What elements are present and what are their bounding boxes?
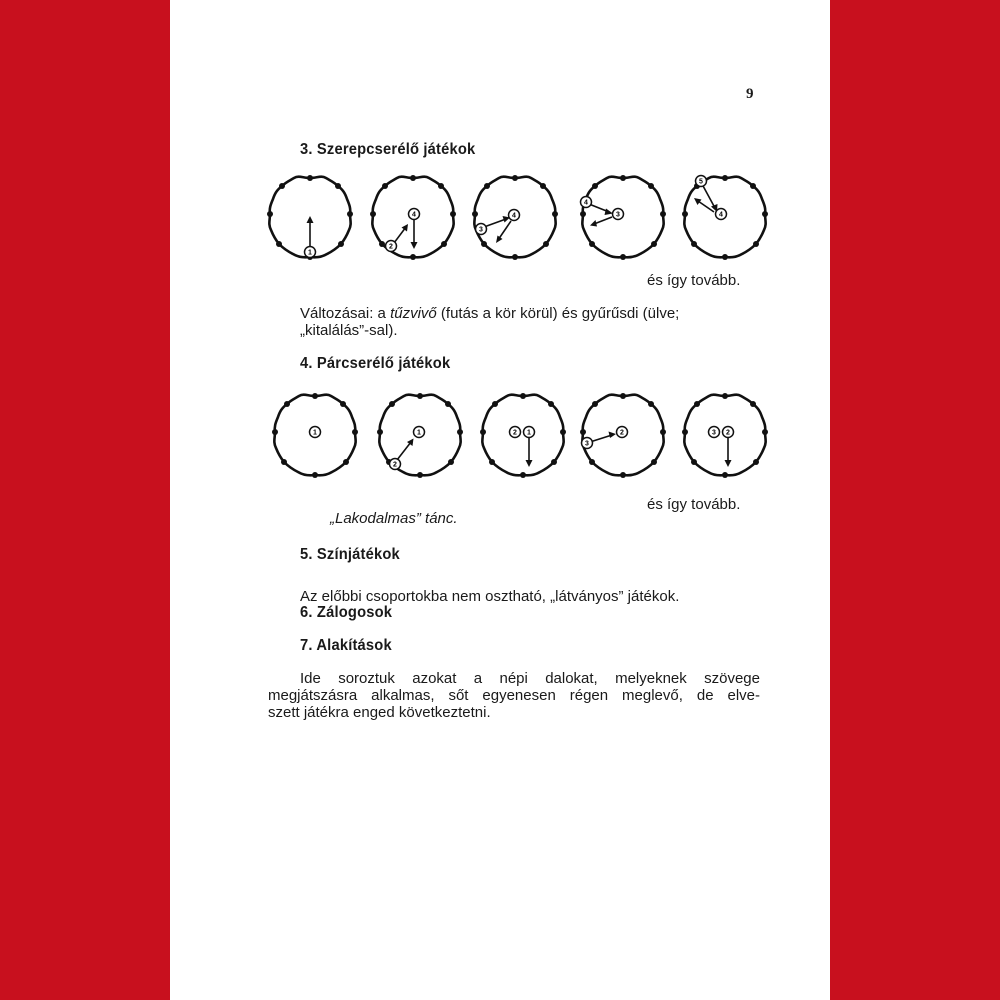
variations-line2: „kitalálás”-sal). <box>300 322 398 339</box>
caption-title: „Lakodalmas” <box>330 510 421 527</box>
section-5-text: Az előbbi csoportokba nem osztható, „látványos” játékok. <box>300 588 680 605</box>
marker <box>723 427 734 438</box>
marker-label: 1 <box>417 429 421 437</box>
section-5-heading: 5. Színjátékok <box>300 546 400 563</box>
marker-label: 4 <box>584 199 588 207</box>
variations-suffix: (futás a kör körül) és gyűrűsdi (ülve; <box>436 305 680 322</box>
marker-label: 3 <box>616 211 620 219</box>
marker-label: 2 <box>393 461 397 469</box>
book-page <box>170 0 830 1000</box>
marker <box>581 197 592 208</box>
marker <box>409 209 420 220</box>
caption-rest: tánc. <box>420 510 458 527</box>
marker-label: 3 <box>585 440 589 448</box>
marker <box>414 427 425 438</box>
marker-label: 3 <box>479 226 483 234</box>
section-4-note: és így tovább. <box>647 496 741 513</box>
marker <box>617 427 628 438</box>
circle-diagram-3-2 <box>368 172 458 262</box>
section-3-variations <box>300 305 770 339</box>
section-4-caption <box>330 510 458 527</box>
circle-diagram-4-3 <box>478 390 568 480</box>
marker <box>386 241 397 252</box>
marker <box>716 209 727 220</box>
marker-label: 2 <box>726 429 730 437</box>
marker <box>509 210 520 221</box>
section-7-text <box>268 670 760 721</box>
marker-label: 1 <box>308 249 312 257</box>
marker-label: 1 <box>527 429 531 437</box>
marker-label: 5 <box>699 178 703 186</box>
circle-diagram-3-1 <box>265 172 355 262</box>
circle-diagram-4-5 <box>680 390 770 480</box>
circle-diagram-3-5 <box>680 172 770 262</box>
marker-label: 4 <box>412 211 416 219</box>
section-4-heading: 4. Párcserélő játékok <box>300 355 451 372</box>
marker <box>510 427 521 438</box>
section-3-note: és így tovább. <box>647 272 741 289</box>
marker <box>524 427 535 438</box>
marker-label: 2 <box>620 429 624 437</box>
marker-label: 1 <box>313 429 317 437</box>
variations-italic: tűzvivő <box>390 305 437 322</box>
marker-label: 2 <box>513 429 517 437</box>
marker <box>476 224 487 235</box>
section-7-line1: Ide soroztuk azokat a népi dalokat, melyeknek szövege <box>300 670 760 687</box>
marker <box>613 209 624 220</box>
marker-label: 4 <box>719 211 723 219</box>
circle-diagram-4-2 <box>375 390 465 480</box>
marker-label: 2 <box>389 243 393 251</box>
variations-prefix: Változásai: a <box>300 305 391 322</box>
marker <box>390 459 401 470</box>
section-7-line3: szett játékra enged következtetni. <box>268 704 491 721</box>
circle-diagram-4-1 <box>270 390 360 480</box>
section-7-heading: 7. Alakítások <box>300 637 392 654</box>
marker <box>305 247 316 258</box>
circle-diagram-4-4 <box>578 390 668 480</box>
page-number: 9 <box>746 86 754 102</box>
marker-label: 4 <box>512 212 516 220</box>
marker <box>582 438 593 449</box>
marker <box>310 427 321 438</box>
marker-label: 3 <box>712 429 716 437</box>
marker <box>709 427 720 438</box>
section-7-line2: megjátszásra alkalmas, sőt egyenesen régen meglevő, de elve- <box>268 687 760 704</box>
section-3-heading: 3. Szerepcserélő játékok <box>300 141 476 158</box>
section-6-heading: 6. Zálogosok <box>300 604 393 621</box>
marker <box>696 176 707 187</box>
circle-diagram-3-4 <box>578 172 668 262</box>
circle-diagram-3-3 <box>470 172 560 262</box>
